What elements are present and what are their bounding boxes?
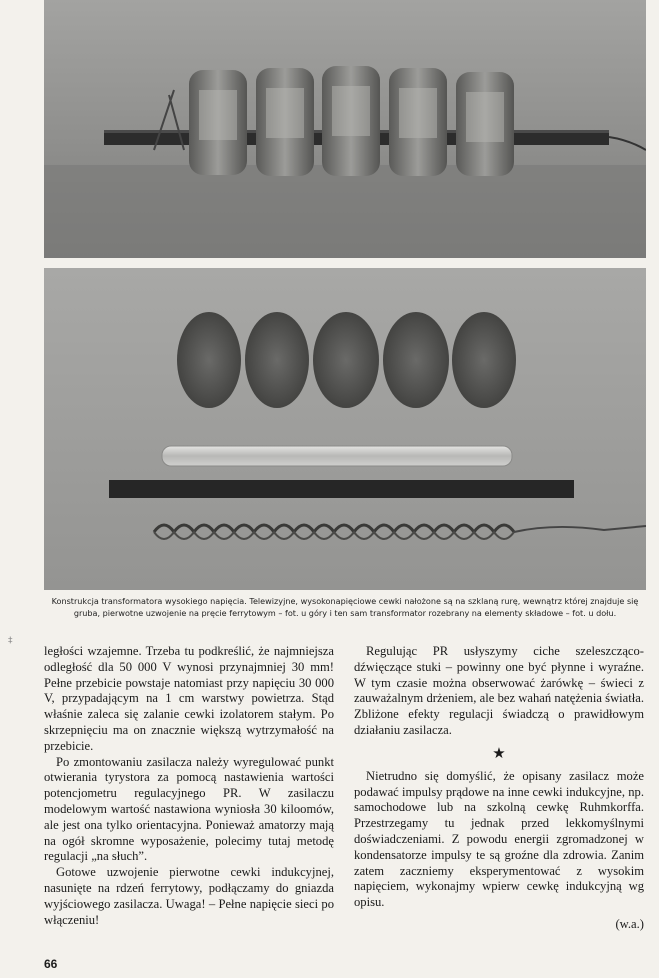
section-separator-star-icon: ★	[492, 745, 506, 762]
photo-caption: Konstrukcja transformatora wysokiego napięcia. Telewizyjne, wysokonapięciowe cewki nałożone są na szklaną rurę, wewnątrz której znajduje się gruba, pierwotne uzwojenie na pręcie ferrytowym – fot. u góry i ten sam transformator rozebrany na elementy składowe – fot. u dołu.	[51, 596, 639, 618]
margin-mark: ‡	[8, 636, 13, 646]
paragraph: Regulując PR usłyszymy ciche szeleszcząco-dźwięczące stuki – powinny one być płynne i wyraźne. W tym czasie można obserwować żarówkę – świeci z zauważalnym drżeniem, ale bez wahań natężenia światła. Zbliżone efekty regulacji świadczą o prawidłowym działaniu zasilacza.	[354, 644, 644, 737]
photo-top	[44, 0, 646, 258]
paragraph: Gotowe uzwojenie pierwotne cewki indukcyjnej, nasunięte na rdzeń ferrytowy, podłączamy do gniazda wyjściowego zasilacza. Uwaga! – Pełne napięcie sieci po włączeniu!	[44, 865, 334, 927]
left-column	[44, 644, 334, 928]
page-number: 66	[44, 957, 58, 971]
right-column	[354, 644, 644, 933]
paragraph: Po zmontowaniu zasilacza należy wyregulować punkt otwierania tyrystora za pomocą nastawienia wartości potencjometru regulacyjnego PR. W zasilaczu modelowym wartość nastawiona wyniosła 30 kiloomów, ale jest ona tylko orientacyjna. Ponieważ amatorzy mają na ogół skromne wyposażenie, polecimy tutaj metodę regulacji „na słuch”.	[44, 754, 334, 864]
author-signature: (w.a.)	[615, 916, 644, 931]
photo-bottom	[44, 268, 646, 590]
photo-assembled-transformer-icon	[44, 0, 646, 258]
paragraph: ległości wzajemne. Trzeba tu podkreślić, że najmniejsza odległość dla 50 000 V wynosi przynajmniej 30 mm! Pełne przebicie powstaje natomiast przy napięciu 30 000 V, przypadającym na 1 cm warstwy powietrza. Stąd właśnie zaleca się zalanie cewki izolatorem stałym. Po skrzepnięciu ma on znacznie większą wytrzymałość na przebicie.	[44, 644, 334, 753]
paragraph: Nietrudno się domyślić, że opisany zasilacz może podawać impulsy prądowe na inne cewki indukcyjne, np. samochodowe lub na szkolną cewkę Ruhmkorffa. Przestrzegamy tu jednak przed lekkomyślnymi doświadczeniami. Z powodu energii zgromadzonej w kondensatorze impulsy te są groźne dla zdrowia. Zanim zatem zaczniemy eksperymentować z wysokim napięciem, wykonajmy wpierw cewkę indukcyjną wg opisu.	[354, 768, 644, 910]
photo-disassembled-transformer-icon	[44, 268, 646, 590]
